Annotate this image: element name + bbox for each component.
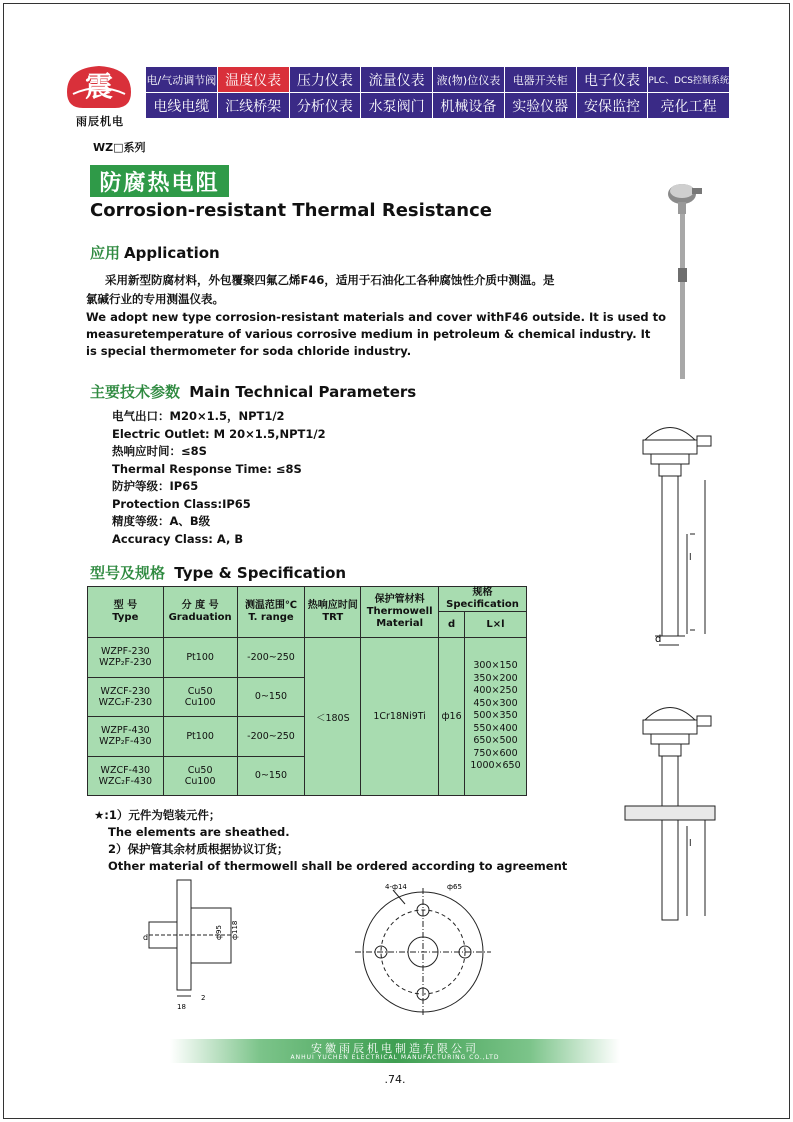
product-photo xyxy=(660,178,710,383)
param-line: 精度等级：A、B级 xyxy=(112,514,211,528)
page-number: .74. xyxy=(384,1073,406,1086)
logo-text: 雨辰机电 xyxy=(76,115,124,128)
page-title-en: Corrosion-resistant Thermal Resistance xyxy=(90,200,492,221)
params-list xyxy=(112,408,326,548)
nav-item-bridge[interactable]: 汇线桥架 xyxy=(218,93,289,118)
nav-item-security[interactable]: 安保监控 xyxy=(577,93,648,118)
header-graduation: 分 度 号 Graduation xyxy=(163,587,237,638)
lxl-cell: 300×150 350×200 400×250 450×300 500×350 550×400 650×500 750×600 1000×650 xyxy=(465,638,527,796)
header-range: 测温范围℃ T. range xyxy=(237,587,305,638)
table-row: WZPF-430 WZP₂F-430 Pt100 -200~250 xyxy=(88,717,527,757)
company-logo xyxy=(63,62,135,112)
spec-table xyxy=(87,586,527,796)
nav-item-cable[interactable]: 电线电缆 xyxy=(146,93,217,118)
category-nav xyxy=(146,67,729,117)
header-material: 保护管材料 Thermowell Material xyxy=(361,587,439,638)
header-type: 型 号 Type xyxy=(88,587,164,638)
series-label: WZ□系列 xyxy=(93,141,146,154)
table-row: WZCF-230 WZC₂F-230 Cu50 Cu100 0~150 xyxy=(88,677,527,717)
nav-item-machinery[interactable]: 机械设备 xyxy=(433,93,504,118)
note-2-cn: 2）保护管其余材质根据协议订货； xyxy=(108,842,289,856)
nav-item-valve[interactable]: 电/气动调节阀 xyxy=(146,67,217,92)
header-trt: 热响应时间 TRT xyxy=(305,587,361,638)
flange-phi118-label: ф118 xyxy=(231,920,239,940)
flange-dim18-label: 18 xyxy=(177,1003,186,1011)
nav-item-pump[interactable]: 水泵阀门 xyxy=(361,93,432,118)
note-2-en: Other material of thermowell shall be ordered according to agreement xyxy=(108,859,568,873)
dim-l-label-2: l xyxy=(689,839,692,849)
spec-heading xyxy=(90,562,346,583)
application-text-en-3: is special thermometer for soda chloride industry. xyxy=(86,344,412,358)
application-text-en-2: measuretemperature of various corrosive medium in petroleum & chemical industry. It xyxy=(86,327,651,341)
table-row: WZCF-430 WZC₂F-430 Cu50 Cu100 0~150 xyxy=(88,756,527,796)
footer-company-cn: 安徽雨辰机电制造有限公司 xyxy=(311,1042,479,1055)
param-line: 防护等级：IP65 xyxy=(112,479,199,493)
nav-item-pressure[interactable]: 压力仪表 xyxy=(290,67,361,92)
nav-item-switchgear[interactable]: 电器开关柜 xyxy=(505,67,576,92)
material-cell: 1Cr18Ni9Ti xyxy=(361,638,439,796)
nav-item-analysis[interactable]: 分析仪表 xyxy=(290,93,361,118)
nav-item-plc-dcs[interactable]: PLC、DCS控制系统 xyxy=(648,67,729,92)
flange-holes-label: 4-ф14 xyxy=(385,883,407,891)
application-heading-en: Application xyxy=(124,244,220,262)
note-1-cn: ★:1）元件为铠装元件； xyxy=(94,808,221,822)
flange-d-label: d xyxy=(143,933,149,942)
nav-item-electronic[interactable]: 电子仪表 xyxy=(577,67,648,92)
application-heading xyxy=(90,242,220,263)
flange-dim2-label: 2 xyxy=(201,994,206,1002)
spec-heading-cn: 型号及规格 xyxy=(90,564,166,582)
table-row: WZPF-230 WZP₂F-230 Pt100 -200~250 ＜180S 1Cr18Ni9Ti ф16 300×150 350×200 400×250 450×300 500×350 550×400 650×500 750×600 1000×650 xyxy=(88,638,527,678)
note-1-en: The elements are sheathed. xyxy=(108,825,290,839)
params-heading-cn: 主要技术参数 xyxy=(90,383,181,401)
spec-heading-en: Type & Specification xyxy=(174,564,347,582)
d-cell: ф16 xyxy=(439,638,465,796)
application-heading-cn: 应用 xyxy=(90,244,121,262)
flange-phi65-label: ф65 xyxy=(447,883,462,891)
page-title-cn: 防腐热电阻 xyxy=(90,165,229,197)
sensor-drawing-1 xyxy=(615,410,725,655)
nav-item-lighting[interactable]: 亮化工程 xyxy=(648,93,729,118)
footer-company-en: ANHUI YUCHEN ELECTRICAL MANUFACTURING CO.,LTD xyxy=(290,1054,500,1061)
logo-char: 震 xyxy=(84,70,114,103)
nav-item-level[interactable]: 液(物)位仪表 xyxy=(433,67,504,92)
flange-front-drawing xyxy=(355,880,505,1020)
nav-item-lab[interactable]: 实验仪器 xyxy=(505,93,576,118)
param-line: Electric Outlet: M 20×1.5,NPT1/2 xyxy=(112,426,326,441)
nav-item-flow[interactable]: 流量仪表 xyxy=(361,67,432,92)
application-text-cn-1: 采用新型防腐材料，外包覆聚四氟乙烯F46，适用于石油化工各种腐蚀性介质中测温。是 xyxy=(105,273,555,287)
param-line: Protection Class:IP65 xyxy=(112,496,251,511)
trt-cell: ＜180S xyxy=(305,638,361,796)
sensor-drawing-2 xyxy=(615,690,725,935)
flange-phi95-label: ф95 xyxy=(215,925,223,940)
header-d: d xyxy=(439,612,465,638)
flange-side-drawing xyxy=(135,878,245,1018)
param-line: Thermal Response Time: ≤8S xyxy=(112,461,302,476)
param-line: 热响应时间：≤8S xyxy=(112,444,207,458)
application-text-en-1: We adopt new type corrosion-resistant materials and cover withF46 outside. It is used to xyxy=(86,310,667,324)
params-heading-en: Main Technical Parameters xyxy=(189,383,417,401)
application-text-cn-2: 氯碱行业的专用测温仪表。 xyxy=(86,292,224,306)
header-specification: 规格Specification xyxy=(439,587,527,612)
header-lxl: L×l xyxy=(465,612,527,638)
params-heading xyxy=(90,381,416,402)
nav-item-temperature[interactable]: 温度仪表 xyxy=(218,67,289,92)
param-line: 电气出口：M20×1.5，NPT1/2 xyxy=(112,409,285,423)
notes xyxy=(94,807,567,875)
param-line: Accuracy Class: A, B xyxy=(112,531,244,546)
dim-d-label: d xyxy=(655,634,662,645)
dim-l-label: l xyxy=(689,553,692,563)
